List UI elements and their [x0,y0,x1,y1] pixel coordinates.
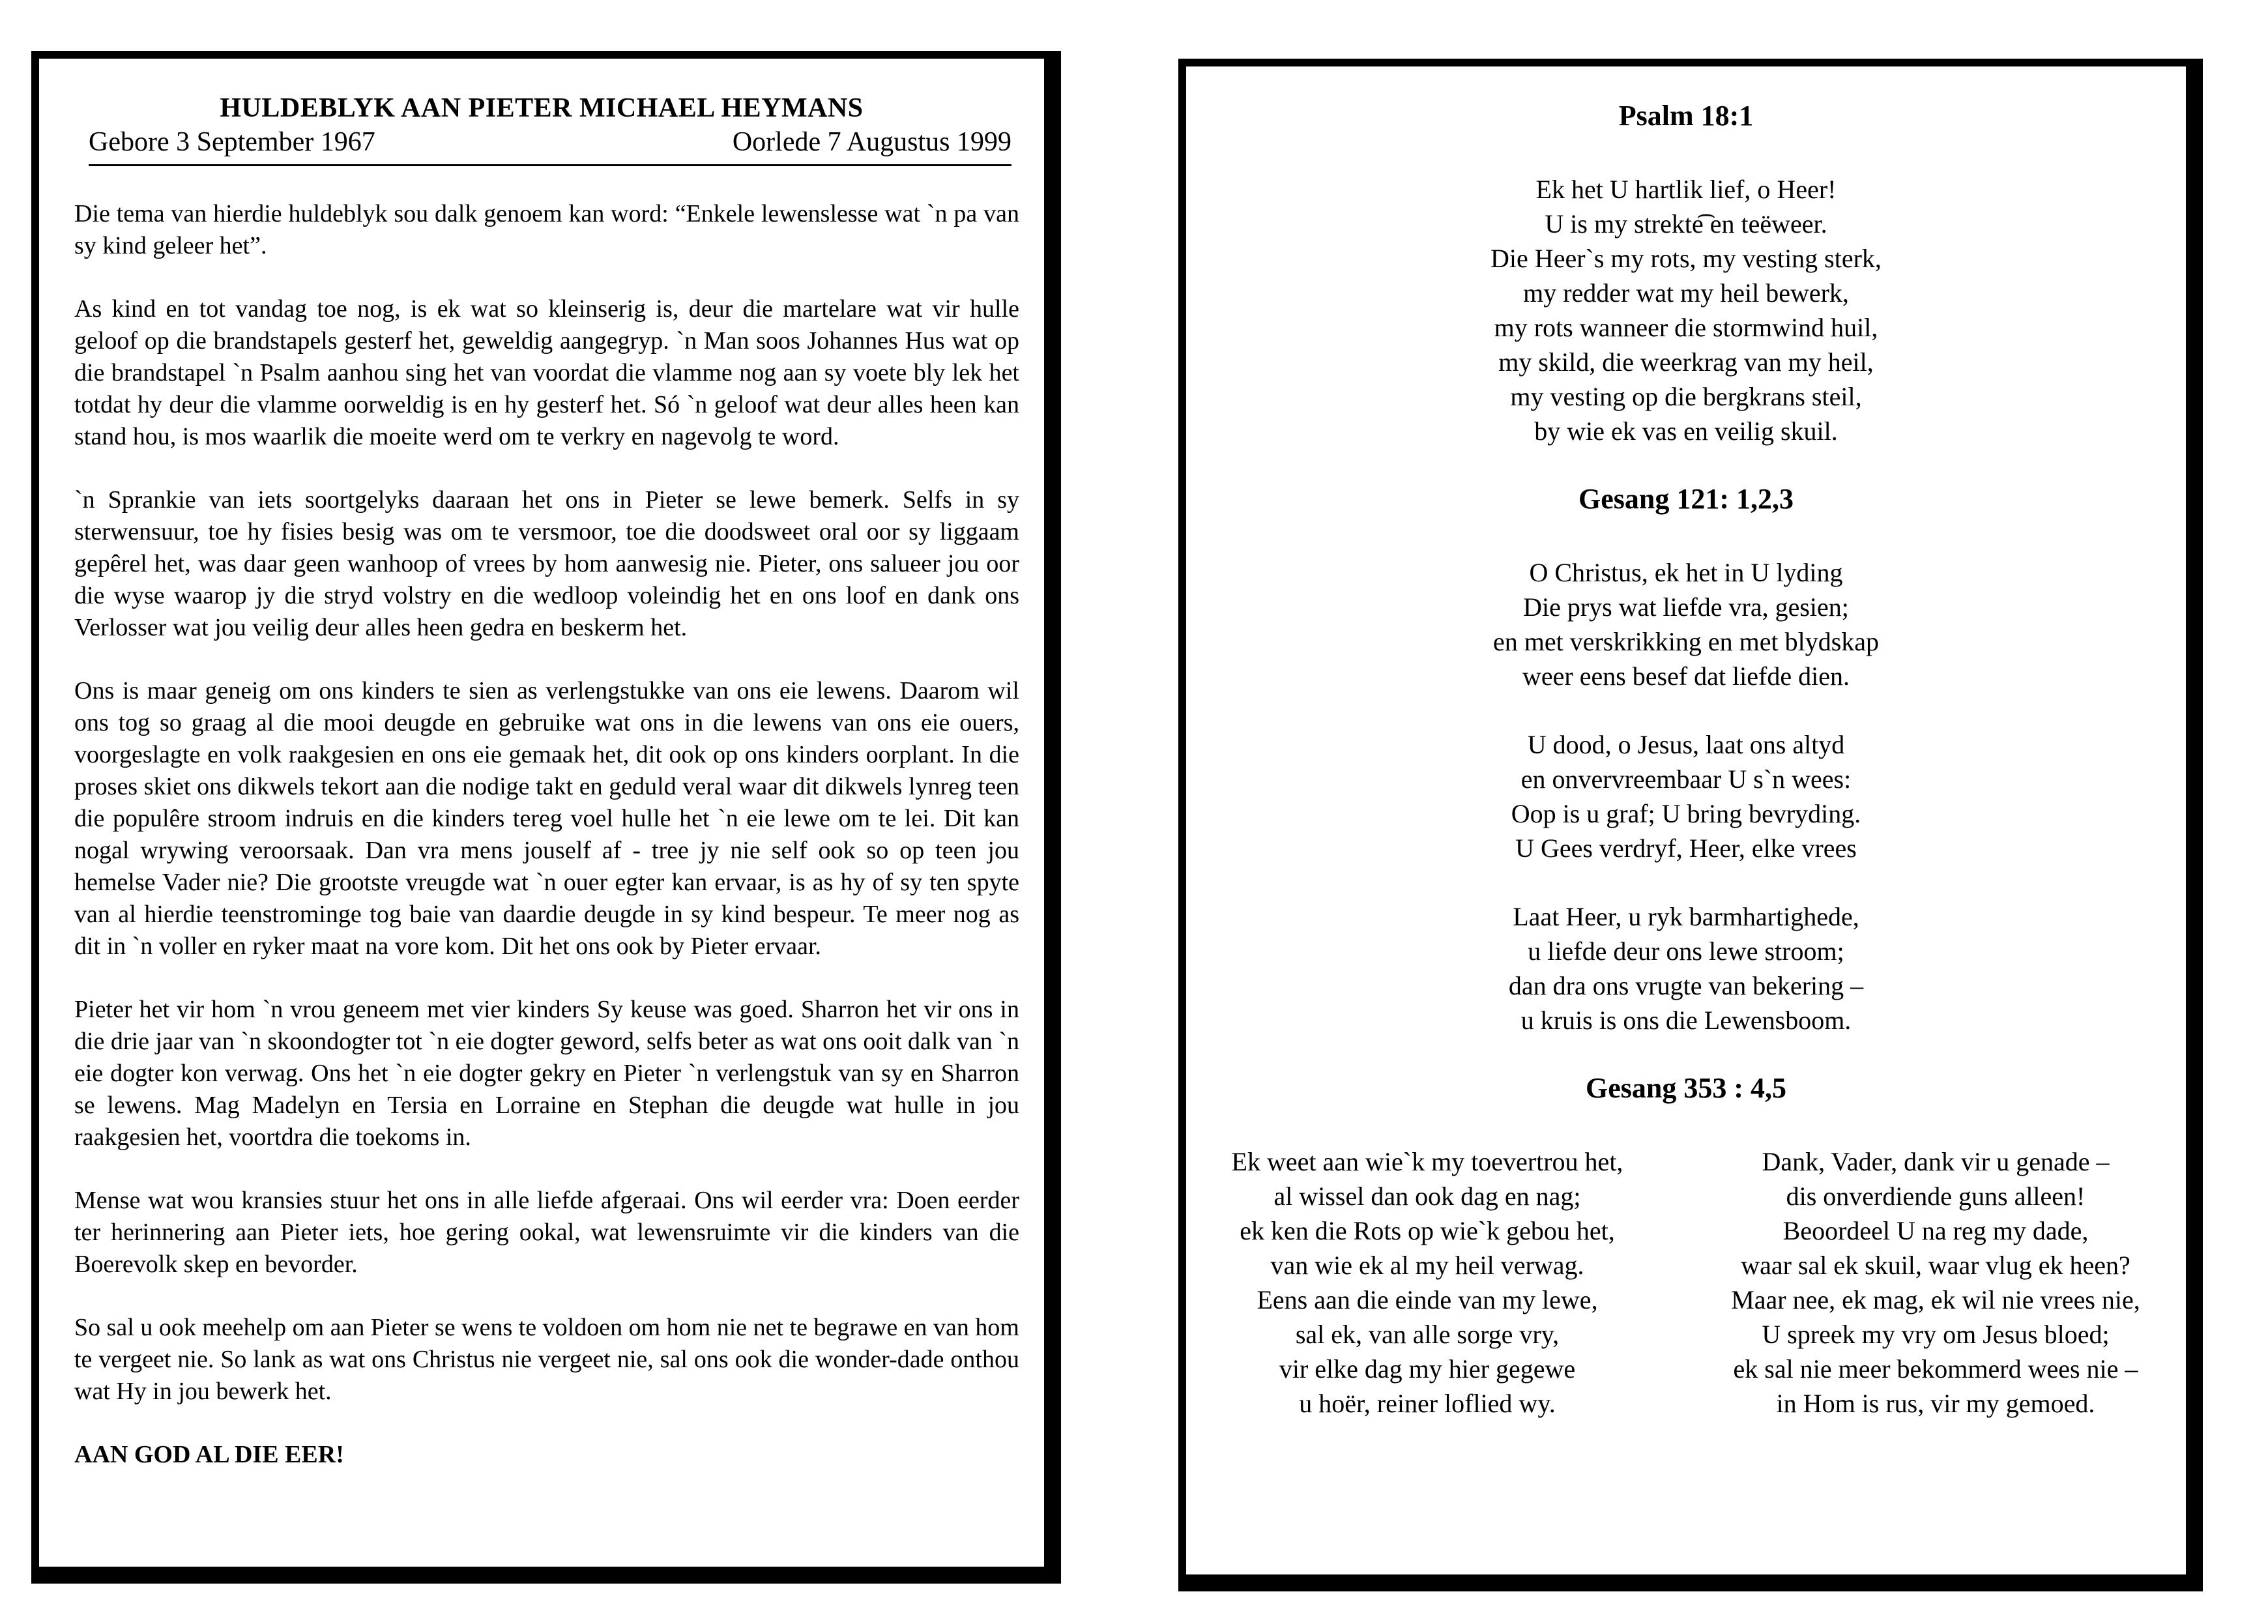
verse-line: u kruis is ons die Lewensboom. [1520,1006,1852,1035]
verse-line: Ek het U hartlik lief, o Heer! [1535,175,1837,204]
verse-line: Maar nee, ek mag, ek wil nie vrees nie, [1731,1285,2140,1314]
paragraph: Ons is maar geneig om ons kinders te sien as verlengstukke van ons eie lewens. Daarom wil ons tog so graag al die mooi deugde en gebruike wat ons in die lewens van ons eie ouers, voorgeslagte en volk raakgesien en ons eie gemaak het, dit ook op ons kinders oorplant. In die proses skiet ons dikwels tekort aan die nodige takt en geduld veral waar dit dikwels lynreg teen die populêre stroom indruis en die kinders tereg voel hulle het `n eie lewe om te lei. Dit kan nogal wrywing veroorsaak. Dan vra mens jouself af - tree jy nie self ook so op teen jou hemelse Vader nie? Die grootste vreugde wat `n ouer egter kan ervaar, is as hy of sy ten spyte van al hierdie teenstrominge tog baie van daardie deugde in sy kind bespeur. Te meer nog as dit in `n voller en ryker maat na vore kom. Dit het ons ook by Pieter ervaar. [74,677,1019,960]
verse-line: Eens aan die einde van my lewe, [1257,1285,1598,1314]
verse-line: Ek weet aan wie`k my toevertrou het, [1231,1147,1623,1176]
paragraph: Pieter het vir hom `n vrou geneem met vier kinders Sy keuse was goed. Sharron het vir ons in die drie jaar van `n skoondogter tot `n eie dogter geword, selfs beter as wat ons ooit dalk van `n eie dogter kon verwag. Ons het `n eie dogter gekry en Pieter `n verlengstuk van sy en Sharron se lewens. Mag Madelyn en Tersia en Lorraine en Stephan die deugde wat hulle in jou raakgesien het, voortdra die toekoms in. [74,996,1019,1151]
verse-line: O Christus, ek het in U lyding [1529,558,1843,587]
verse-line: U is my strekte͡ en teëweer. [1545,209,1827,239]
verse-line: Laat Heer, u ryk barmhartighede, [1513,902,1859,931]
verse-line: al wissel dan ook dag en nag; [1273,1182,1581,1211]
verse-line: Dank, Vader, dank vir u genade – [1762,1147,2110,1176]
verse-line: Oop is u graf; U bring bevryding. [1511,799,1861,828]
dates-line [89,126,1011,166]
gesang-353-title: Gesang 353 : 4,5 [1586,1072,1786,1104]
death-date: Oorlede 7 Augustus 1999 [732,127,1011,157]
paragraph: So sal u ook meehelp om aan Pieter se wens te voldoen om hom nie net te begrawe en van hom te vergeet nie. So lank as wat ons Christus nie vergeet nie, sal ons ook die wonder-dade onthou wat Hy in jou bewerk het. [74,1314,1019,1405]
verse-line: dis onverdiende guns alleen! [1786,1182,2086,1211]
tribute-body [74,198,1019,1502]
verse-line: u liefde deur ons lewe stroom; [1528,936,1844,966]
verse-line: my rots wanneer die stormwind huil, [1494,313,1878,342]
verse-line: in Hom is rus, vir my gemoed. [1776,1389,2095,1418]
verse-line: sal ek, van alle sorge vry, [1295,1320,1560,1349]
gesang-353-stanzas [1186,1144,2186,1431]
gesang-121-stanza-2 [1186,727,2186,865]
verse-line: vir elke dag my hier gegewe [1279,1354,1576,1384]
verse-line: Die prys wat liefde vra, gesien; [1523,592,1849,622]
tribute-page [31,51,1061,1584]
gesang-353-stanza-4 [1186,1144,1668,1421]
verse-line: waar sal ek skuil, waar vlug ek heen? [1741,1251,2130,1280]
closing-line: AAN GOD AL DIE EER! [74,1441,344,1468]
verse-line: ek ken die Rots op wie`k gebou het, [1240,1216,1615,1245]
gesang-121-stanza-3 [1186,899,2186,1037]
paragraph: Mense wat wou kransies stuur het ons in alle liefde afgeraai. Ons wil eerder vra: Doen eerder ter herinnering aan Pieter iets, hoe gering ookal, wat lewensruimte vir die kinders van die Boerevolk skep en bevorder. [74,1187,1019,1278]
verse-line: u hoër, reiner loflied wy. [1299,1389,1556,1418]
gesang-121-stanza-1 [1186,555,2186,693]
verse-line: U spreek my vry om Jesus bloed; [1762,1320,2110,1349]
verse-line: weer eens besef dat liefde dien. [1522,661,1850,691]
hymns-page [1178,59,2203,1591]
verse-line: en met verskrikking en met blydskap [1492,627,1880,656]
verse-line: my vesting op die bergkrans steil, [1510,382,1862,411]
verse-line: en onvervreembaar U s`n wees: [1520,764,1852,794]
paragraph: `n Sprankie van iets soortgelyks daaraan het ons in Pieter se lewe bemerk. Selfs in sy sterwensuur, toe hy fisies besig was om te versmoor, toe die doodsweet oral oor sy liggaam gepêrel het, was daar geen wanhoop of vrees by hom aanwesig nie. Pieter, ons salueer jou oor die wyse waarop jy die stryd volstry en die wedloop voleindig het en ons loof en dank ons Verlosser wat jou veilig deur alles heen gedra en beskerm het. [74,486,1019,641]
verse-line: by wie ek vas en veilig skuil. [1534,416,1838,446]
birth-date: Gebore 3 September 1967 [89,127,375,157]
hymns-content [1186,99,2186,1431]
verse-line: my skild, die weerkrag van my heil, [1498,347,1874,377]
tribute-title: HULDEBLYK AAN PIETER MICHAEL HEYMANS [220,93,864,123]
paragraph: Die tema van hierdie huldeblyk sou dalk genoem kan word: “Enkele lewenslesse wat `n pa van sy kind geleer het”. [74,200,1019,259]
verse-line: U dood, o Jesus, laat ons altyd [1527,730,1845,759]
gesang-353-stanza-5 [1694,1144,2177,1421]
verse-line: dan dra ons vrugte van bekering – [1508,971,1864,1000]
psalm-stanza [1186,172,2186,448]
verse-line: Die Heer`s my rots, my vesting sterk, [1490,244,1882,273]
verse-line: U Gees verdryf, Heer, elke vrees [1515,834,1857,863]
verse-line: van wie ek al my heil verwag. [1270,1251,1584,1280]
psalm-title: Psalm 18:1 [1618,100,1754,132]
verse-line: ek sal nie meer bekommerd wees nie – [1733,1354,2138,1384]
paragraph: As kind en tot vandag toe nog, is ek wat so kleinserig is, deur die martelare wat vir hulle geloof op die brandstapels gesterf het, geweldig aangegryp. `n Man soos Johannes Hus wat op die brandstapel `n Psalm aanhou sing het van voordat die vlamme nog aan sy voete bly lek het totdat hy deur die vlamme oorweldig is en hy gesterf het. Só `n geloof wat deur alles heen kan stand hou, is mos waarlik die moeite werd om te verkry en nagevolg te word. [74,295,1019,450]
gesang-121-title: Gesang 121: 1,2,3 [1578,483,1794,515]
verse-line: my redder wat my heil bewerk, [1523,278,1849,308]
verse-line: Beoordeel U na reg my dade, [1782,1216,2089,1245]
